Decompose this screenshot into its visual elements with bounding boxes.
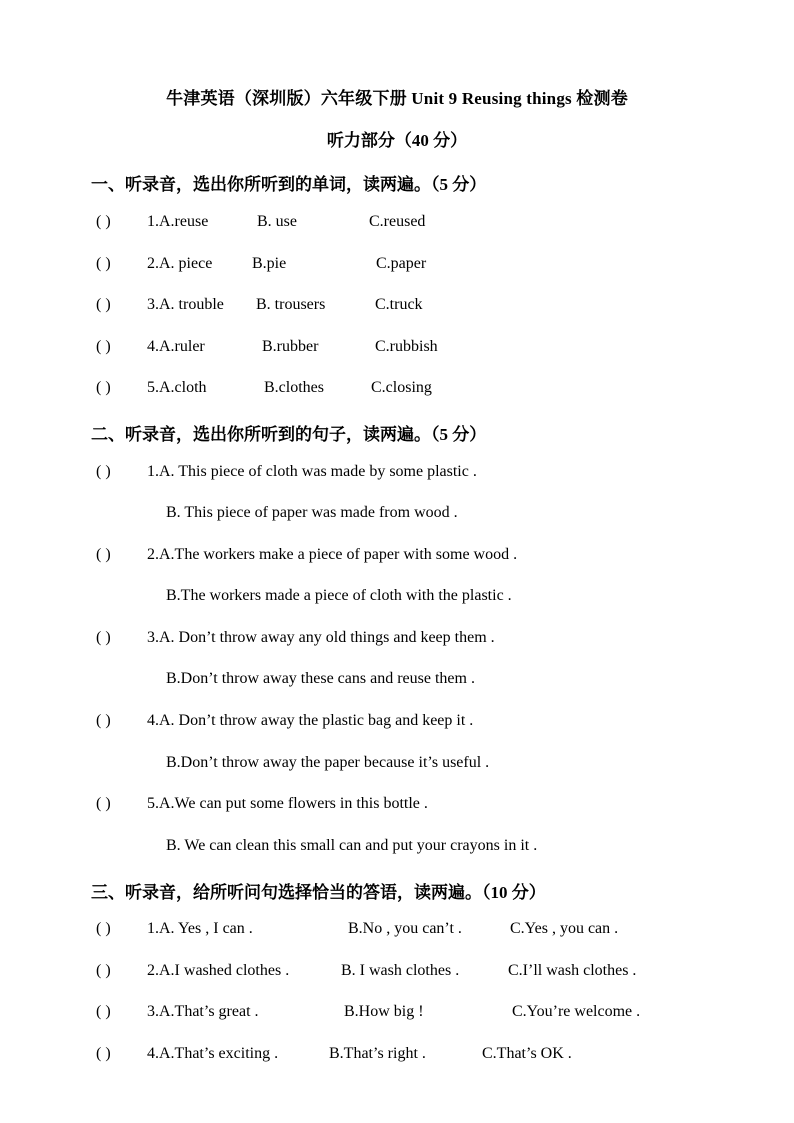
option-a: 3.A. trouble — [147, 296, 224, 313]
option-c: C.Yes , you can . — [510, 920, 619, 937]
option-a: 2.A. piece — [147, 255, 213, 272]
option-c: C.I’ll wash clothes . — [508, 962, 637, 979]
option-a: 4.A.That’s exciting . — [147, 1045, 279, 1062]
option-a: 1.A.reuse — [147, 213, 209, 230]
answer-bracket[interactable]: ( ) — [96, 338, 111, 355]
option-b: B.clothes — [264, 379, 324, 396]
option-b: B.That’s right . — [329, 1045, 426, 1062]
option-c: C.That’s OK . — [482, 1045, 572, 1062]
exam-title: 牛津英语（深圳版）六年级下册 Unit 9 Reusing things 检测卷 — [166, 89, 628, 108]
option-c: C.closing — [371, 379, 432, 396]
option-b: B.rubber — [262, 338, 319, 355]
sentence-b: B. We can clean this small can and put your crayons in it . — [166, 837, 538, 854]
option-c: C.rubbish — [375, 338, 438, 355]
sentence-a: 4.A. Don’t throw away the plastic bag and keep it . — [147, 712, 474, 729]
option-b: B.pie — [252, 255, 287, 272]
answer-bracket[interactable]: ( ) — [96, 213, 111, 230]
sentence-b: B.Don’t throw away these cans and reuse them . — [166, 670, 475, 687]
option-c: C.reused — [369, 213, 426, 230]
option-b: B. I wash clothes . — [341, 962, 460, 979]
option-b: B. trousers — [256, 296, 326, 313]
sentence-b: B. This piece of paper was made from wood . — [166, 504, 458, 521]
sentence-a: 2.A.The workers make a piece of paper with some wood . — [147, 546, 518, 563]
sentence-a: 1.A. This piece of cloth was made by some plastic . — [147, 463, 477, 480]
option-b: B. use — [257, 213, 297, 230]
option-a: 3.A.That’s great . — [147, 1003, 259, 1020]
option-a: 1.A. Yes , I can . — [147, 920, 253, 937]
section3-heading: 三、听录音，给所听问句选择恰当的答语，读两遍。（10 分） — [91, 883, 546, 902]
listening-part-title: 听力部分（40 分） — [326, 131, 468, 150]
answer-bracket[interactable]: ( ) — [96, 1003, 111, 1020]
section2-heading: 二、听录音，选出你所听到的句子，读两遍。（5 分） — [91, 425, 487, 444]
answer-bracket[interactable]: ( ) — [96, 379, 111, 396]
section1-heading: 一、听录音，选出你所听到的单词，读两遍。（5 分） — [91, 175, 487, 194]
option-c: C.You’re welcome . — [512, 1003, 641, 1020]
option-b: B.No , you can’t . — [348, 920, 462, 937]
sentence-b: B.Don’t throw away the paper because it’s useful . — [166, 754, 490, 771]
sentence-b: B.The workers made a piece of cloth with the plastic . — [166, 587, 512, 604]
option-a: 5.A.cloth — [147, 379, 207, 396]
option-b: B.How big ! — [344, 1003, 424, 1020]
answer-bracket[interactable]: ( ) — [96, 629, 111, 646]
option-a: 2.A.I washed clothes . — [147, 962, 290, 979]
answer-bracket[interactable]: ( ) — [96, 962, 111, 979]
option-a: 4.A.ruler — [147, 338, 205, 355]
option-c: C.paper — [376, 255, 427, 272]
answer-bracket[interactable]: ( ) — [96, 920, 111, 937]
sentence-a: 5.A.We can put some flowers in this bottle . — [147, 795, 428, 812]
answer-bracket[interactable]: ( ) — [96, 296, 111, 313]
option-c: C.truck — [375, 296, 423, 313]
answer-bracket[interactable]: ( ) — [96, 712, 111, 729]
sentence-a: 3.A. Don’t throw away any old things and keep them . — [147, 629, 495, 646]
answer-bracket[interactable]: ( ) — [96, 255, 111, 272]
answer-bracket[interactable]: ( ) — [96, 1045, 111, 1062]
answer-bracket[interactable]: ( ) — [96, 546, 111, 563]
answer-bracket[interactable]: ( ) — [96, 463, 111, 480]
answer-bracket[interactable]: ( ) — [96, 795, 111, 812]
